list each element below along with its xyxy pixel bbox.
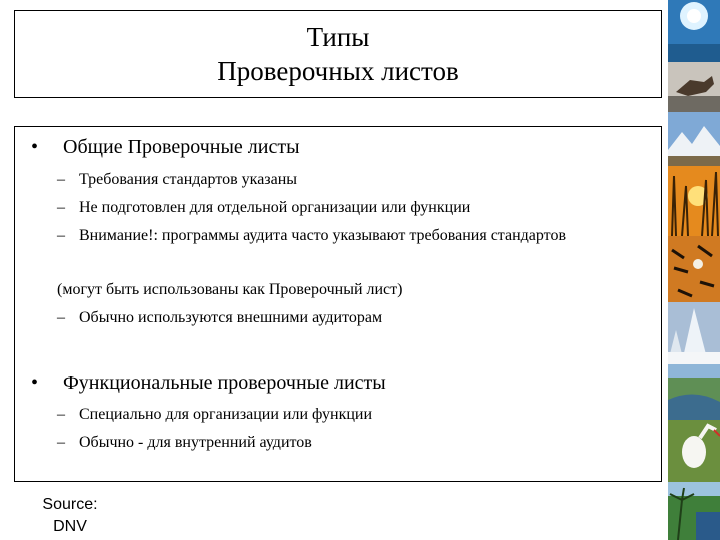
sunset-photo [668, 166, 720, 236]
dash-mark: – [57, 434, 65, 451]
bullet-label: Функциональные проверочные листы [63, 372, 386, 394]
bullet-mark: • [31, 136, 39, 158]
bullet-functional-checklists [31, 371, 386, 395]
sun-sky-photo [668, 0, 720, 62]
sub-item-text: Требования стандартов указаны [79, 171, 298, 188]
sub-item-text: Обычно используются внешними аудиторам [79, 309, 383, 326]
sub-item-text: Специально для организации или функции [79, 406, 373, 423]
bullet-label: Общие Проверочные листы [63, 136, 300, 158]
sub-item [57, 405, 639, 425]
sub-item-text: Не подготовлен для отдельной организации или функции [79, 199, 471, 216]
source-note [30, 494, 110, 538]
dash-mark: – [57, 171, 65, 188]
sub-item [57, 170, 639, 190]
dash-mark: – [57, 406, 65, 423]
title-line-1: Типы [306, 22, 370, 52]
content-panel [14, 126, 662, 482]
tiger-photo [668, 236, 720, 302]
source-value: DNV [53, 518, 87, 535]
dash-mark: – [57, 227, 65, 244]
sub-item [57, 308, 639, 328]
lake-photo [668, 364, 720, 420]
sub-item-text: Обычно - для внутренний аудитов [79, 434, 312, 451]
tropical-photo [668, 482, 720, 540]
sub-item [57, 433, 639, 453]
dash-mark: – [57, 199, 65, 216]
title-line-2: Проверочных листов [217, 56, 459, 86]
bullet-general-checklists [31, 135, 300, 159]
dash-mark: – [57, 309, 65, 326]
note-text: (могут быть использованы как Проверочный лист) [57, 281, 403, 298]
snow-trees-photo [668, 302, 720, 364]
source-label: Source: [42, 496, 98, 513]
sub-item [57, 226, 609, 246]
wolf-photo [668, 62, 720, 112]
sub-item-text: Внимание!: программы аудита часто указывают требования стандартов [79, 227, 567, 244]
nature-photo-strip [668, 0, 720, 540]
bullet-mark: • [31, 372, 39, 394]
mountain-photo [668, 112, 720, 166]
slide-title [14, 10, 662, 98]
sub-item [57, 198, 639, 218]
stork-photo [668, 420, 720, 482]
